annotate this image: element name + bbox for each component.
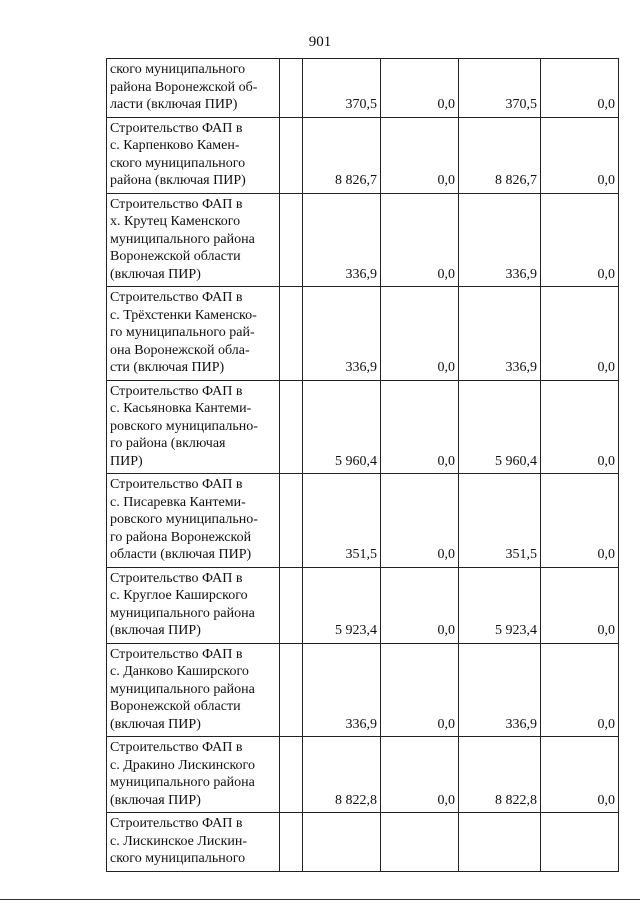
amount-federal-cell: 0,0 bbox=[381, 117, 459, 193]
row-name-line: с. Данково Каширского bbox=[110, 664, 249, 679]
amount-federal-cell bbox=[381, 813, 459, 872]
empty-cell bbox=[280, 737, 303, 813]
budget-table-body bbox=[107, 59, 619, 872]
amount-other-cell: 0,0 bbox=[541, 117, 619, 193]
row-name-line: ского муниципального bbox=[110, 62, 246, 77]
row-name-cell bbox=[107, 643, 280, 737]
row-name-cell bbox=[107, 287, 280, 381]
amount-regional-cell: 336,9 bbox=[459, 287, 541, 381]
table-row bbox=[107, 117, 619, 193]
row-name-line: с. Дракино Лискинского bbox=[110, 757, 255, 773]
empty-cell bbox=[280, 567, 303, 643]
amount-other-cell: 0,0 bbox=[541, 193, 619, 287]
empty-cell bbox=[280, 813, 303, 872]
empty-cell bbox=[280, 59, 303, 118]
row-name-line: муниципального района bbox=[110, 231, 255, 247]
amount-regional-cell: 351,5 bbox=[459, 474, 541, 568]
row-name-line: го района (включая bbox=[110, 436, 226, 451]
table-row bbox=[107, 193, 619, 287]
table-row bbox=[107, 643, 619, 737]
row-name-line: Строительство ФАП в bbox=[110, 646, 243, 662]
row-name-line: Строительство ФАП в bbox=[110, 570, 243, 586]
row-name-line: го района Воронежской bbox=[110, 529, 252, 545]
table-row bbox=[107, 567, 619, 643]
row-name-line: Строительство ФАП в bbox=[110, 477, 243, 492]
amount-federal-cell: 0,0 bbox=[381, 567, 459, 643]
row-name-line: Строительство ФАП в bbox=[110, 816, 243, 831]
row-name-line: с. Карпенково Камен- bbox=[110, 138, 240, 153]
amount-total-cell bbox=[303, 813, 381, 872]
row-name-cell bbox=[107, 117, 280, 193]
row-name-line: Воронежской области bbox=[110, 699, 241, 714]
amount-total-cell: 8 826,7 bbox=[303, 117, 381, 193]
table-row bbox=[107, 287, 619, 381]
amount-total-cell: 336,9 bbox=[303, 287, 381, 381]
row-name-line: (включая ПИР) bbox=[110, 716, 201, 732]
empty-cell bbox=[280, 474, 303, 568]
row-name-line: го муниципального рай- bbox=[110, 325, 255, 340]
row-name-line: (включая ПИР) bbox=[110, 792, 201, 808]
row-name-cell bbox=[107, 737, 280, 813]
row-name-line: муниципального района bbox=[110, 605, 255, 621]
amount-other-cell: 0,0 bbox=[541, 567, 619, 643]
row-name-cell bbox=[107, 474, 280, 568]
table-row bbox=[107, 737, 619, 813]
row-name-line: с. Касьяновка Кантеми- bbox=[110, 401, 252, 416]
row-name-line: ского муниципального bbox=[110, 155, 246, 171]
amount-total-cell: 336,9 bbox=[303, 193, 381, 287]
amount-federal-cell: 0,0 bbox=[381, 643, 459, 737]
row-name-line: муниципального района bbox=[110, 681, 255, 697]
table-row bbox=[107, 474, 619, 568]
row-name-line: Строительство ФАП в bbox=[110, 383, 243, 399]
amount-other-cell bbox=[541, 813, 619, 872]
row-name-line: она Воронежской обла- bbox=[110, 342, 250, 358]
row-name-line: ПИР) bbox=[110, 453, 143, 469]
amount-federal-cell: 0,0 bbox=[381, 380, 459, 474]
row-name-line: (включая ПИР) bbox=[110, 623, 201, 638]
table-row bbox=[107, 59, 619, 118]
row-name-cell bbox=[107, 193, 280, 287]
row-name-cell bbox=[107, 813, 280, 872]
row-name-line: с. Писаревка Кантеми- bbox=[110, 494, 246, 510]
row-name-line: района Воронежской об- bbox=[110, 79, 258, 95]
amount-federal-cell: 0,0 bbox=[381, 474, 459, 568]
amount-regional-cell: 8 826,7 bbox=[459, 117, 541, 193]
row-name-line: сти (включая ПИР) bbox=[110, 360, 225, 375]
row-name-line: Строительство ФАП в bbox=[110, 120, 243, 136]
empty-cell bbox=[280, 380, 303, 474]
row-name-cell bbox=[107, 567, 280, 643]
row-name-line: ровского муниципально- bbox=[110, 418, 258, 434]
page-bottom-rule bbox=[0, 899, 640, 900]
row-name-line: с. Круглое Каширского bbox=[110, 588, 248, 603]
amount-federal-cell: 0,0 bbox=[381, 59, 459, 118]
row-name-line: (включая ПИР) bbox=[110, 266, 201, 282]
empty-cell bbox=[280, 193, 303, 287]
row-name-line: с. Трёхстенки Каменско- bbox=[110, 307, 257, 323]
page-number: 901 bbox=[308, 34, 332, 50]
amount-regional-cell: 336,9 bbox=[459, 643, 541, 737]
amount-other-cell: 0,0 bbox=[541, 643, 619, 737]
amount-total-cell: 5 960,4 bbox=[303, 380, 381, 474]
row-name-line: х. Крутец Каменского bbox=[110, 214, 241, 229]
amount-federal-cell: 0,0 bbox=[381, 287, 459, 381]
row-name-line: Строительство ФАП в bbox=[110, 196, 243, 212]
row-name-line: Строительство ФАП в bbox=[110, 290, 243, 305]
empty-cell bbox=[280, 287, 303, 381]
budget-table bbox=[106, 58, 619, 872]
row-name-line: ровского муниципально- bbox=[110, 512, 258, 527]
empty-cell bbox=[280, 117, 303, 193]
row-name-line: с. Лискинское Лискин- bbox=[110, 833, 248, 849]
amount-other-cell: 0,0 bbox=[541, 59, 619, 118]
amount-total-cell: 336,9 bbox=[303, 643, 381, 737]
row-name-cell bbox=[107, 380, 280, 474]
amount-federal-cell: 0,0 bbox=[381, 193, 459, 287]
amount-total-cell: 5 923,4 bbox=[303, 567, 381, 643]
row-name-line: Воронежской области bbox=[110, 249, 241, 264]
row-name-line: муниципального района bbox=[110, 775, 255, 790]
amount-regional-cell: 8 822,8 bbox=[459, 737, 541, 813]
row-name-line: ского муниципального bbox=[110, 851, 246, 866]
table-row bbox=[107, 380, 619, 474]
amount-regional-cell: 5 923,4 bbox=[459, 567, 541, 643]
row-name-line: области (включая ПИР) bbox=[110, 547, 252, 562]
amount-total-cell: 370,5 bbox=[303, 59, 381, 118]
empty-cell bbox=[280, 643, 303, 737]
amount-other-cell: 0,0 bbox=[541, 474, 619, 568]
row-name-line: ласти (включая ПИР) bbox=[110, 97, 238, 112]
row-name-line: Строительство ФАП в bbox=[110, 740, 243, 755]
amount-federal-cell: 0,0 bbox=[381, 737, 459, 813]
amount-regional-cell: 5 960,4 bbox=[459, 380, 541, 474]
amount-other-cell: 0,0 bbox=[541, 737, 619, 813]
amount-other-cell: 0,0 bbox=[541, 287, 619, 381]
row-name-line: района (включая ПИР) bbox=[110, 173, 246, 188]
amount-total-cell: 351,5 bbox=[303, 474, 381, 568]
amount-regional-cell: 370,5 bbox=[459, 59, 541, 118]
amount-regional-cell bbox=[459, 813, 541, 872]
row-name-cell bbox=[107, 59, 280, 118]
amount-other-cell: 0,0 bbox=[541, 380, 619, 474]
amount-total-cell: 8 822,8 bbox=[303, 737, 381, 813]
amount-regional-cell: 336,9 bbox=[459, 193, 541, 287]
table-row bbox=[107, 813, 619, 872]
